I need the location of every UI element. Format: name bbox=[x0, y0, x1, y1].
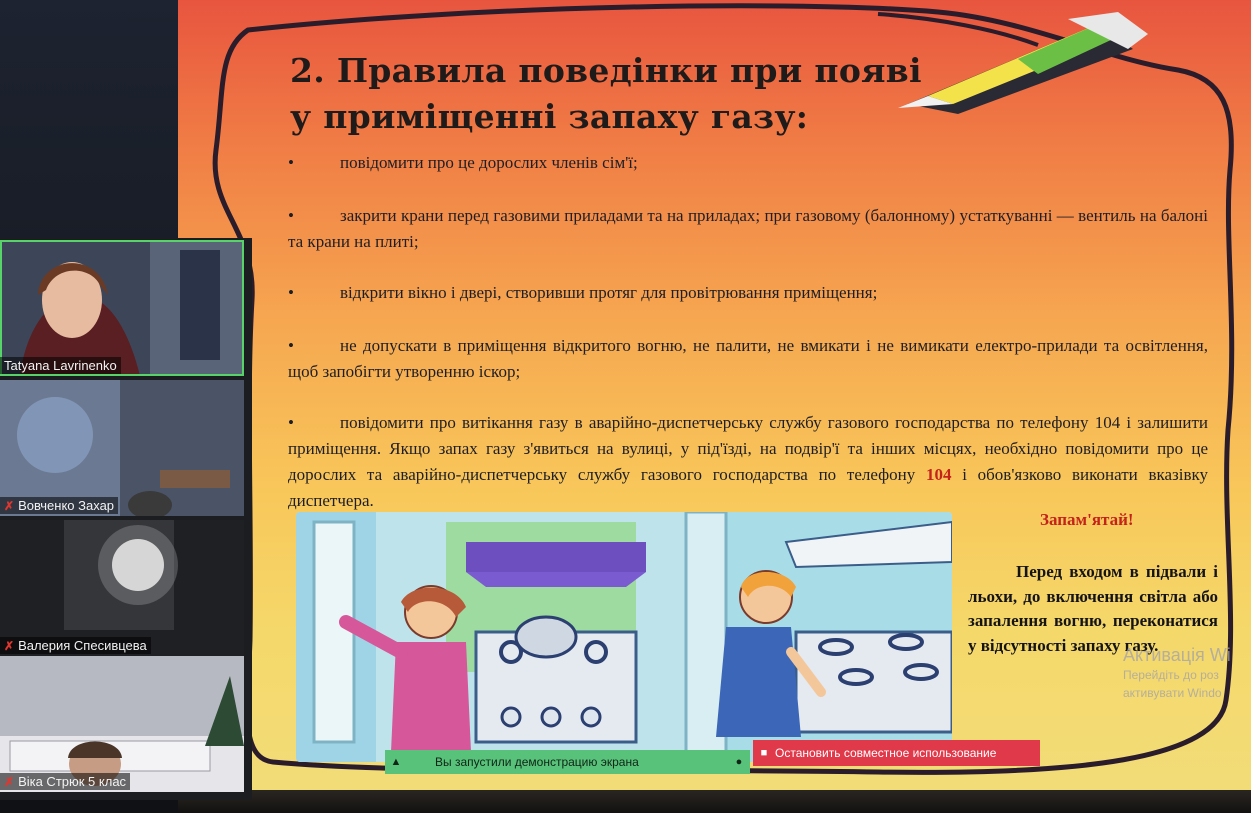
participant-name: Tatyana Lavrinenko bbox=[0, 357, 121, 374]
participant-video bbox=[0, 240, 244, 376]
participant-name-text: Валерия Спесивцева bbox=[18, 638, 147, 653]
screen-share-toolbar bbox=[385, 740, 1040, 782]
monitor-bezel bbox=[178, 790, 1251, 813]
watermark-line-1: Активація Wi bbox=[1123, 645, 1231, 665]
share-status-text: Вы запустили демонстрацию экрана bbox=[435, 755, 639, 769]
bullet-dot: • bbox=[288, 336, 294, 355]
participant-tile[interactable] bbox=[0, 240, 244, 376]
watermark-line-3: активувати Windo bbox=[1123, 686, 1222, 700]
muted-mic-icon: ✗ bbox=[4, 499, 15, 513]
bullet-text: закрити крани перед газовими приладами та на приладах; при газовому (балонному) устаткуванні — вентиль на балоні та крани на плиті; bbox=[288, 206, 1208, 251]
participant-name bbox=[0, 773, 130, 790]
stop-icon: ■ bbox=[760, 747, 768, 759]
title-line-1: 2. Правила поведінки при появі bbox=[290, 51, 922, 90]
remember-note: Перед входом в підвали і льохи, до включення світла або запалення вогню, переконатися у відсутності запаху газу. bbox=[968, 562, 1218, 655]
bullet-dot: • bbox=[288, 283, 294, 302]
bullet-text: повідомити про це дорослих членів сім'ї; bbox=[340, 153, 638, 172]
participant-tile[interactable] bbox=[0, 380, 244, 516]
participant-video bbox=[0, 656, 244, 792]
participant-tile[interactable] bbox=[0, 520, 244, 656]
bullet-dot: • bbox=[288, 153, 294, 172]
bullet-item bbox=[288, 150, 1208, 176]
participant-name bbox=[0, 637, 151, 654]
bullet-dot: • bbox=[288, 206, 294, 225]
gas-safety-illustration bbox=[296, 512, 952, 762]
shield-icon: ● bbox=[735, 756, 743, 768]
bullet-text-end: і обов'язково виконати вказівку диспетчера. bbox=[288, 465, 1209, 510]
participant-tile[interactable] bbox=[0, 656, 244, 792]
bullet-item bbox=[288, 410, 1208, 514]
participant-name-text: Віка Стрюк 5 клас bbox=[18, 774, 127, 789]
emergency-phone-number: 104 bbox=[925, 465, 952, 484]
collapse-icon[interactable]: ▲ bbox=[390, 756, 402, 768]
slide-title bbox=[290, 48, 922, 140]
bullet-item bbox=[288, 280, 1208, 306]
presentation-slide bbox=[178, 0, 1251, 790]
bullet-dot: • bbox=[288, 413, 294, 432]
bullet-text: відкрити вікно і двері, створивши протяг для провітрювання приміщення; bbox=[340, 283, 878, 302]
participants-panel bbox=[0, 238, 252, 800]
kitchen-scene-image bbox=[296, 512, 952, 762]
participant-name-text: Вовченко Захар bbox=[18, 498, 115, 513]
pen-illustration bbox=[898, 4, 1158, 114]
stop-sharing-label: Остановить совместное использование bbox=[775, 746, 997, 760]
stop-sharing-button[interactable] bbox=[753, 740, 1040, 766]
windows-activation-watermark bbox=[1123, 645, 1251, 702]
bullet-text: не допускати в приміщення відкритого вогню, не палити, не вмикати і не вимикати електро-прилади та освітлення, щоб запобігти утворенню іскор; bbox=[288, 336, 1208, 381]
bullet-item bbox=[288, 203, 1208, 255]
participant-video bbox=[0, 520, 244, 656]
watermark-line-2: Перейдіть до роз bbox=[1123, 668, 1219, 682]
share-status bbox=[385, 750, 750, 774]
muted-mic-icon: ✗ bbox=[4, 639, 15, 653]
bullet-item bbox=[288, 333, 1208, 385]
title-line-2: у приміщенні запаху газу: bbox=[290, 97, 809, 136]
muted-mic-icon: ✗ bbox=[4, 775, 15, 789]
remember-heading: Запам'ятай! bbox=[1040, 510, 1134, 529]
participant-name bbox=[0, 497, 118, 514]
participant-video bbox=[0, 380, 244, 516]
bullet-text: повідомити про витікання газу в аварійно-диспетчерську службу газового господарства по телефону 104 і залишити приміщення. Якщо запах газу з'явиться на вулиці, у під'їзді, на подвір'ї та інших місцях, необхідно повідомити про це дорослих та аварійно-диспетчерську службу газового господарства по телефону bbox=[288, 413, 1208, 484]
